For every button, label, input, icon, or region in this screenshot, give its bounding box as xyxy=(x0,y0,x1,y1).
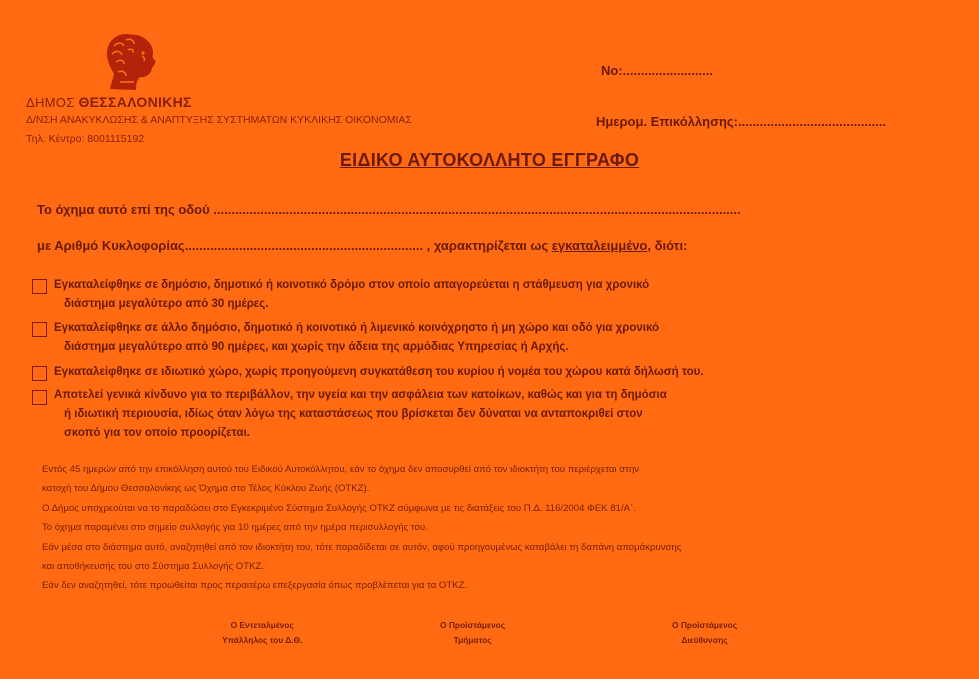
reason-1-line-1: Εγκαταλείφθηκε σε δημόσιο, δημοτικό ή κοινοτικό δρόμο στον οποίο απαγορεύεται η στάθμευση για χρονικό xyxy=(54,279,650,291)
municipality-prefix: ΔΗΜΟΣ xyxy=(26,95,75,110)
signature-subtitle: Υπάλληλος του Δ.Θ. xyxy=(222,635,303,645)
note-line: Εάν μέσα στο διάστημα αυτό, αναζητηθεί από τον ιδιοκτήτη του, τότε παραδίδεται σε αυτόν, αφού προηγουμένως καταβάλει τη δαπάνη απομάκρυνσης xyxy=(42,541,682,553)
phone-number: Τηλ. Κέντρο: 8001115192 xyxy=(26,133,145,145)
reason-3-checkbox[interactable] xyxy=(32,366,47,381)
signature-department-head xyxy=(440,618,505,648)
reason-2-checkbox[interactable] xyxy=(32,322,47,337)
reason-4-checkbox[interactable] xyxy=(32,390,47,405)
signature-authorized-employee xyxy=(222,618,302,648)
document-title: ΕΙΔΙΚΟ ΑΥΤΟΚΟΛΛΗΤΟ ΕΓΓΡΑΦΟ xyxy=(339,150,640,170)
plate-field-suffix: , διότι: xyxy=(647,238,688,253)
alexander-the-great-head-icon xyxy=(96,26,166,96)
note-line: Το όχημα παραμένει στο σημείο συλλογής για 10 ημέρες από την ημέρα περισυλλογής του. xyxy=(42,522,428,534)
signature-title: Ο Προϊστάμενος xyxy=(440,620,506,630)
municipality-city: ΘΕΣΣΑΛΟΝΙΚΗΣ xyxy=(78,94,192,110)
abandoned-keyword: εγκαταλειμμένο xyxy=(551,238,648,253)
signature-subtitle: Τμήματος xyxy=(453,635,492,645)
signature-title: Ο Προϊστάμενος xyxy=(672,620,738,630)
signature-subtitle: Διεύθυνσης xyxy=(681,635,728,645)
street-field: Το όχημα αυτό επί της οδού .................................................................................................................................................. xyxy=(37,202,741,217)
reason-1-text xyxy=(54,276,934,314)
reason-1-checkbox[interactable] xyxy=(32,279,47,294)
note-line: Εάν δεν αναζητηθεί, τότε προωθείται προς περαιτέρω επεξεργασία όπως προβλέπεται για τα ΟΤΚΖ. xyxy=(42,580,468,592)
reason-4-text xyxy=(54,386,934,443)
reason-4-line-1: Αποτελεί γενικά κίνδυνο για το περιβάλλον, την υγεία και την ασφάλεια των κατοίκων, καθώς και για τη δημόσια xyxy=(54,389,667,401)
reason-3-text xyxy=(54,363,934,382)
reason-2-line-2: διάστημα μεγαλύτερο από 90 ημέρες, και χωρίς την άδεια της αρμόδιας Υπηρεσίας ή Αρχής. xyxy=(64,341,569,353)
reason-2-line-1: Εγκαταλείφθηκε σε άλλο δημόσιο, δημοτικό ή κοινοτικό ή λιμενικό κοινόχρηστο ή μη χώρο και οδό για χρονικό xyxy=(54,322,660,334)
legal-notes xyxy=(42,460,681,596)
note-line: Ο Δήμος υποχρεούται να το παραδώσει στο Εγκεκριμένο Σύστημα Συλλογής ΟΤΚΖ σύμφωνα με τις διατάξεις του Π.Δ. 116/2004 ΦΕΚ 81/Α΄. xyxy=(42,502,636,514)
sticking-date-field: Ημερομ. Επικόλλησης:......................................... xyxy=(596,114,887,129)
reason-1-line-2: διάστημα μεγαλύτερο από 30 ημέρες. xyxy=(64,298,269,310)
reason-4-line-2: ή ιδιωτική περιουσία, ιδίως όταν λόγω της καταστάσεως που βρίσκεται δεν δύναται να ανταποκριθεί στον xyxy=(64,408,643,420)
municipality-name xyxy=(26,94,192,110)
reason-4-line-3: σκοπό για τον οποίο προορίζεται. xyxy=(64,427,250,439)
reason-2-text xyxy=(54,319,934,357)
signature-title: Ο Εντεταλμένος xyxy=(230,620,294,630)
note-line: Εντός 45 ημερών από την επικόλληση αυτού του Ειδικού Αυτοκόλλητου, εάν το όχημα δεν αποσυρθεί από τον ιδιοκτήτη του περιέρχεται στην xyxy=(42,464,640,475)
note-line: και αποθήκευσής του στο Σύστημα Συλλογής ΟΤΚΖ. xyxy=(42,561,264,573)
note-line: κατοχή του Δήμου Θεσσαλονίκης ως Όχημα στο Τέλος Κύκλου Ζωής (ΟΤΚΖ). xyxy=(42,483,370,495)
plate-field xyxy=(37,238,687,253)
document-number-field: Νο:......................... xyxy=(601,63,713,78)
reason-3-line-1: Εγκαταλείφθηκε σε ιδιωτικό χώρο, χωρίς προηγούμενη συγκατάθεση του κυρίου ή νομέα του χώρου κατά δήλωσή του. xyxy=(54,366,704,378)
directorate-name: Δ/ΝΣΗ ΑΝΑΚΥΚΛΩΣΗΣ & ΑΝΑΠΤΥΞΗΣ ΣΥΣΤΗΜΑΤΩΝ ΚΥΚΛΙΚΗΣ ΟΙΚΟΝΟΜΙΑΣ xyxy=(26,114,412,126)
plate-field-prefix: με Αριθμό Κυκλοφορίας.................................................................. , χαρακτηρίζεται ως xyxy=(37,238,552,253)
signature-directorate-head xyxy=(672,618,737,648)
